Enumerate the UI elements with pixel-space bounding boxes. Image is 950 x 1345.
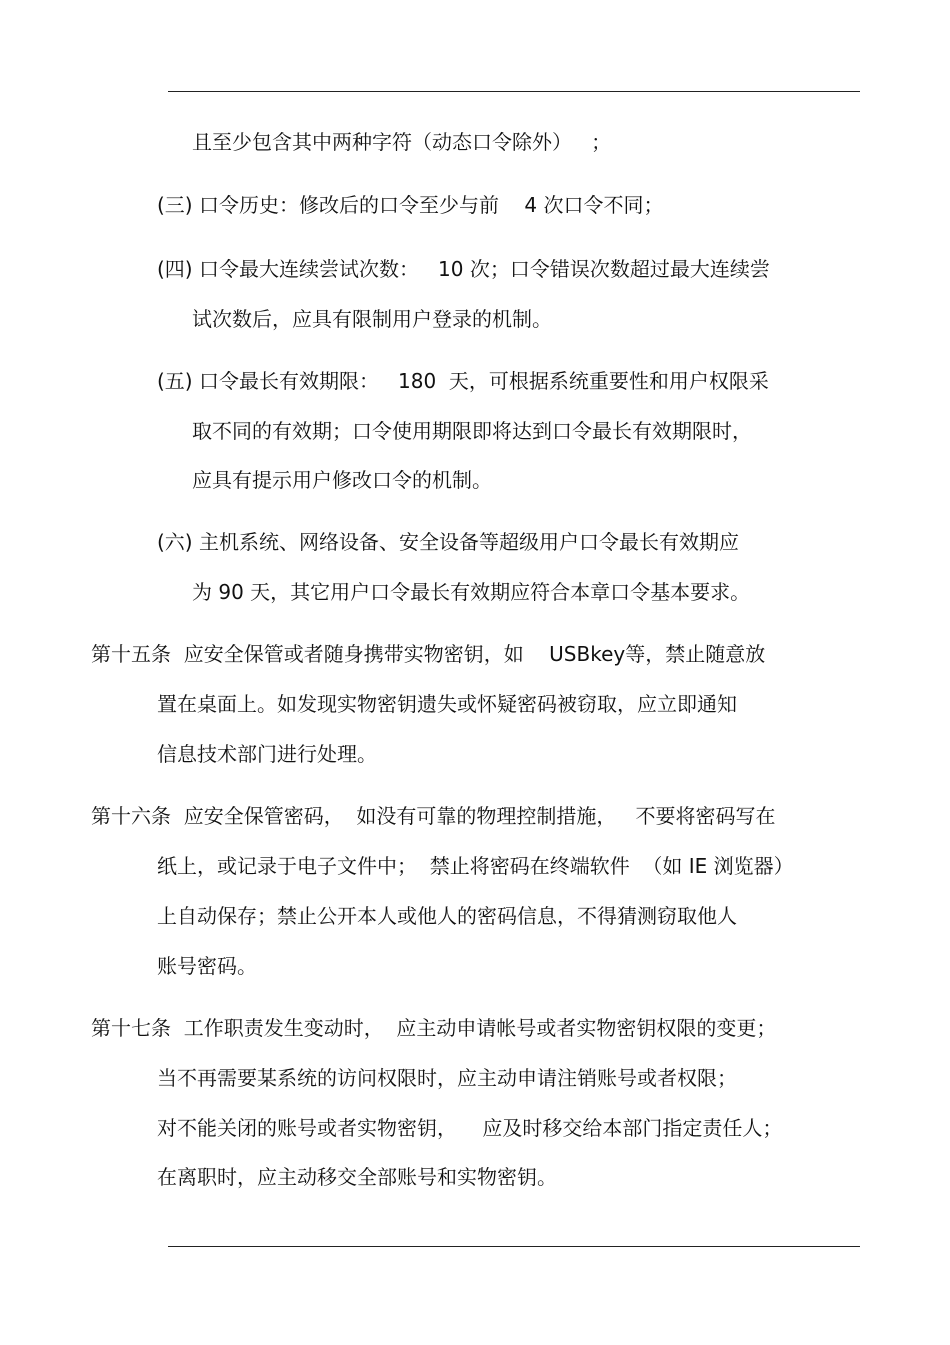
article-17-line-2: 当不再需要某系统的访问权限时，应主动申请注销账号或者权限； — [157, 1066, 737, 1090]
article-16-line-1: 第十六条 应安全保管密码， 如没有可靠的物理控制措施， 不要将密码写在 — [91, 804, 776, 828]
clause-4-line-2: 试次数后，应具有限制用户登录的机制。 — [192, 307, 552, 331]
clause-5-line-2: 取不同的有效期；口令使用期限即将达到口令最长有效期限时， — [192, 419, 752, 443]
article-15-line-3: 信息技术部门进行处理。 — [157, 742, 377, 766]
clause-5-line-1: (五) 口令最长有效期限： 180 天，可根据系统重要性和用户权限采 — [157, 369, 769, 393]
article-15-line-2: 置在桌面上。如发现实物密钥遗失或怀疑密码被窃取，应立即通知 — [157, 692, 737, 716]
article-16-line-2: 纸上，或记录于电子文件中； 禁止将密码在终端软件 （如 IE 浏览器） — [157, 854, 794, 878]
footer-rule — [168, 1246, 860, 1247]
header-rule — [168, 91, 860, 92]
clause-3-line-1: (三) 口令历史：修改后的口令至少与前 4 次口令不同； — [157, 193, 664, 217]
article-17-line-3: 对不能关闭的账号或者实物密钥， 应及时移交给本部门指定责任人； — [157, 1116, 783, 1140]
clause-4-line-1: (四) 口令最大连续尝试次数： 10 次；口令错误次数超过最大连续尝 — [157, 257, 770, 281]
article-16-line-3: 上自动保存；禁止公开本人或他人的密码信息，不得猜测窃取他人 — [157, 904, 737, 928]
article-17-line-4: 在离职时，应主动移交全部账号和实物密钥。 — [157, 1165, 557, 1189]
article-16-line-4: 账号密码。 — [157, 954, 257, 978]
clause-5-line-3: 应具有提示用户修改口令的机制。 — [192, 468, 492, 492]
text-line-1: 且至少包含其中两种字符（动态口令除外） ； — [192, 130, 612, 154]
clause-6-line-2: 为 90 天，其它用户口令最长有效期应符合本章口令基本要求。 — [192, 580, 751, 604]
article-17-line-1: 第十七条 工作职责发生变动时， 应主动申请帐号或者实物密钥权限的变更； — [91, 1016, 777, 1040]
article-15-line-1: 第十五条 应安全保管或者随身携带实物密钥，如 USBkey等，禁止随意放 — [91, 642, 766, 666]
clause-6-line-1: (六) 主机系统、网络设备、安全设备等超级用户口令最长有效期应 — [157, 530, 739, 554]
